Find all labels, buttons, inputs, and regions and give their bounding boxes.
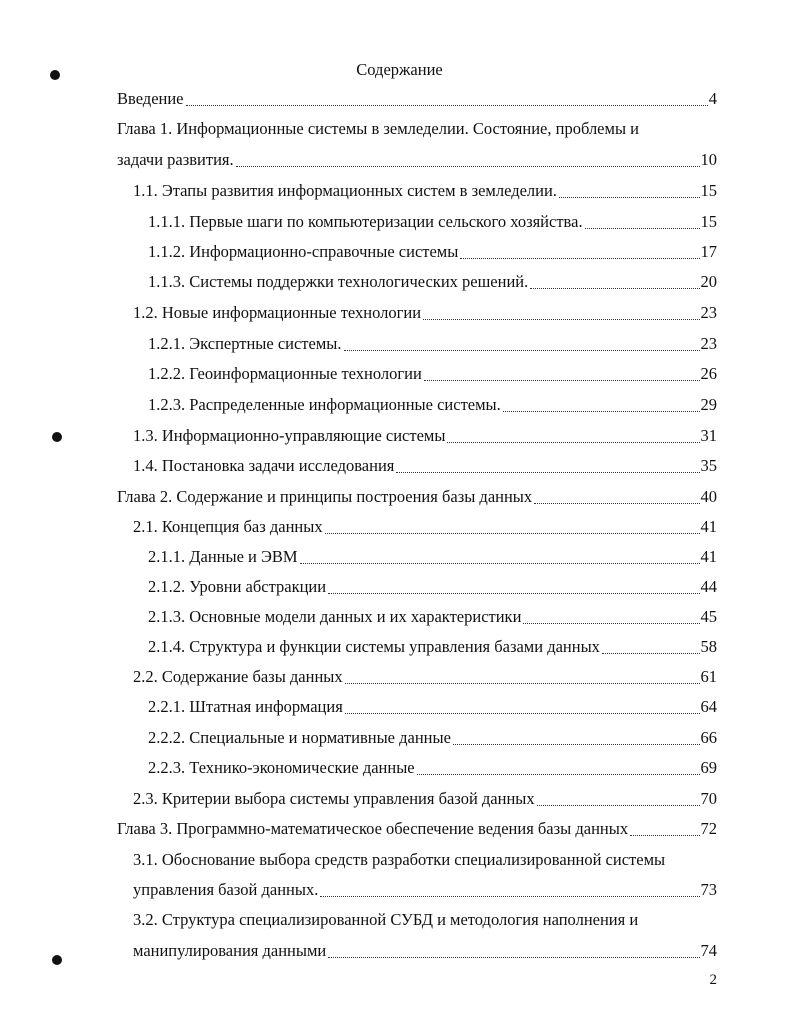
toc-entry [133,909,717,931]
toc-entry [148,333,717,355]
toc-entry-label: Введение [117,89,184,108]
toc-dot-leader [396,472,699,473]
toc-entry [148,727,717,749]
toc-entry [148,211,717,233]
toc-dot-leader [236,166,700,167]
toc-entry [133,516,717,538]
toc-dot-leader [537,805,700,806]
toc-dot-leader [325,533,700,534]
toc-entry-label: 1.1.3. Системы поддержки технологических решений. [148,272,529,291]
toc-entry-page: 74 [700,941,717,960]
toc-dot-leader [300,563,700,564]
toc-entry [117,486,717,508]
toc-entry-page: 20 [700,272,717,291]
toc-entry-label: 3.2. Структура специализированной СУБД и методология наполнения и [133,910,639,929]
toc-entry [148,696,717,718]
toc-dot-leader [424,380,700,381]
toc-dot-leader [447,442,699,443]
toc-entry [117,118,717,140]
page-title: Содержание [356,60,443,79]
toc-entry-page: 45 [700,607,717,626]
toc-entry-page: 58 [700,637,717,656]
toc-dot-leader [320,896,699,897]
toc-entry-page: 15 [700,181,717,200]
toc-dot-leader [328,593,699,594]
toc-entry-page: 31 [700,426,717,445]
toc-entry [133,455,717,477]
toc-entry-label: 2.2.3. Технико-экономические данные [148,758,415,777]
toc-entry [133,940,717,962]
toc-entry-page: 69 [700,758,717,777]
toc-entry [133,879,717,901]
toc-entry-label: 1.2.1. Экспертные системы. [148,334,342,353]
page-number: 2 [709,972,717,988]
toc-dot-leader [453,744,700,745]
toc-entry-label: 1.1.1. Первые шаги по компьютеризации сельского хозяйства. [148,212,583,231]
toc-entry-page: 15 [700,212,717,231]
toc-entry-label: 2.2.2. Специальные и нормативные данные [148,728,451,747]
toc-dot-leader [523,623,699,624]
toc-entry [133,788,717,810]
toc-dot-leader [417,774,700,775]
toc-entry-page: 41 [700,547,717,566]
toc-entry-page: 73 [700,880,717,899]
toc-entry-label: 2.2. Содержание базы данных [133,667,343,686]
toc-dot-leader [460,258,699,259]
toc-entry-label: 2.1.4. Структура и функции системы управления базами данных [148,637,600,656]
toc-entry [148,606,717,628]
toc-entry-label: 3.1. Обоснование выбора средств разработки специализированной системы [133,850,666,869]
toc-entry-page: 44 [700,577,717,596]
toc-entry [148,241,717,263]
toc-entry-label: задачи развития. [117,150,234,169]
toc-entry-page: 17 [700,242,717,261]
toc-entry-label: Глава 1. Информационные системы в земледелии. Состояние, проблемы и [117,119,639,138]
toc-entry [117,818,717,840]
toc-dot-leader [328,957,699,958]
toc-dot-leader [585,228,700,229]
toc-dot-leader [602,653,700,654]
toc-entry-label: Глава 3. Программно-математическое обеспечение ведения базы данных [117,819,629,838]
toc-entry-page: 29 [700,395,717,414]
toc-entry-label: манипулирования данными [133,941,327,960]
toc-dot-leader [186,105,708,106]
toc-entry [148,394,717,416]
toc-entry-label: 1.2. Новые информационные технологии [133,303,422,322]
toc-entry [133,302,717,324]
toc-entry-label: 2.1. Концепция баз данных [133,517,323,536]
toc-dot-leader [423,319,699,320]
toc-dot-leader [630,835,699,836]
toc-entry [148,546,717,568]
toc-entry-page: 64 [700,697,717,716]
toc-entry [148,271,717,293]
toc-entry-label: 2.1.2. Уровни абстракции [148,577,327,596]
toc-entry-label: 1.1.2. Информационно-справочные системы [148,242,459,261]
toc-entry-page: 41 [700,517,717,536]
toc-entry [148,636,717,658]
toc-dot-leader [345,713,700,714]
toc-entry-page: 61 [700,667,717,686]
toc-entry-page: 26 [700,364,717,383]
toc-dot-leader [344,350,700,351]
toc-entry-label: 2.3. Критерии выбора системы управления базой данных [133,789,535,808]
toc-entry-page: 66 [700,728,717,747]
toc-entry [148,363,717,385]
toc-entry [148,576,717,598]
toc-entry [148,757,717,779]
toc-entry-label: 2.1.1. Данные и ЭВМ [148,547,298,566]
toc-entry-label: 1.1. Этапы развития информационных систем в земледелии. [133,181,557,200]
toc-dot-leader [559,197,700,198]
toc-entry-label: 2.1.3. Основные модели данных и их характеристики [148,607,522,626]
toc-entry-page: 23 [700,334,717,353]
toc-entry-label: 1.4. Постановка задачи исследования [133,456,395,475]
toc-entry-page: 35 [700,456,717,475]
toc-entry-label: 1.3. Информационно-управляющие системы [133,426,446,445]
toc-entry-page: 40 [700,487,717,506]
toc-entry-label: Глава 2. Содержание и принципы построения базы данных [117,487,533,506]
toc-entry-label: 1.2.2. Геоинформационные технологии [148,364,422,383]
toc-dot-leader [503,411,700,412]
toc-entry-page: 72 [700,819,717,838]
toc-entry-page: 10 [700,150,717,169]
toc-entry [133,180,717,202]
toc-entry-page: 23 [700,303,717,322]
toc-entry [117,88,717,110]
toc-entry [133,425,717,447]
toc-dot-leader [530,288,699,289]
toc-entry [117,149,717,171]
toc-entry-label: 1.2.3. Распределенные информационные системы. [148,395,501,414]
toc-dot-leader [534,503,699,504]
toc-entry-page: 4 [708,89,717,108]
toc-entry-label: 2.2.1. Штатная информация [148,697,343,716]
toc-entry-label: управления базой данных. [133,880,319,899]
toc-entry [133,666,717,688]
toc-dot-leader [345,683,700,684]
toc-entry-page: 70 [700,789,717,808]
toc-entry [133,849,717,871]
